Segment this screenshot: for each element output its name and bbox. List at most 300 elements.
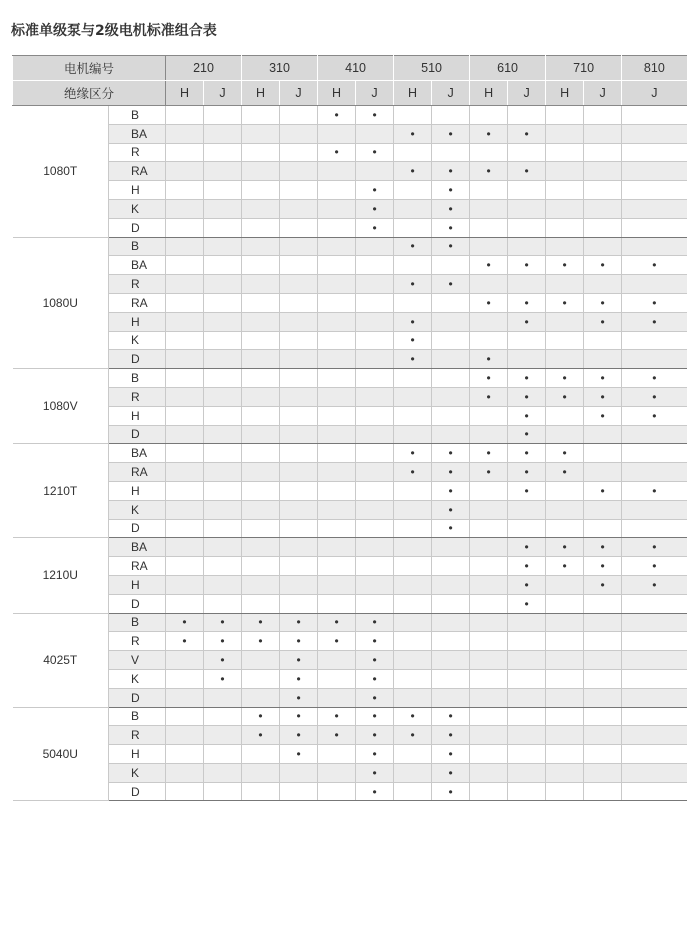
combination-cell xyxy=(204,181,242,200)
combination-cell xyxy=(394,350,432,369)
combination-cell xyxy=(356,613,394,632)
combination-cell xyxy=(242,519,280,538)
table-row xyxy=(13,275,687,294)
combination-cell xyxy=(546,726,584,745)
available-mark: • xyxy=(562,258,567,273)
combination-cell xyxy=(432,763,470,782)
table-row xyxy=(13,256,687,275)
combination-cell xyxy=(356,557,394,576)
combination-cell xyxy=(470,425,508,444)
combination-cell xyxy=(470,538,508,557)
available-mark: • xyxy=(258,634,263,649)
combination-cell xyxy=(356,669,394,688)
combination-cell xyxy=(584,124,622,143)
combination-cell xyxy=(166,256,204,275)
available-mark: • xyxy=(258,709,263,724)
available-mark: • xyxy=(296,615,301,630)
available-mark: • xyxy=(486,258,491,273)
available-mark: • xyxy=(372,690,377,705)
combination-cell xyxy=(204,237,242,256)
combination-cell xyxy=(242,651,280,670)
combination-cell xyxy=(432,481,470,500)
combination-cell xyxy=(394,575,432,594)
combination-cell xyxy=(242,538,280,557)
combination-cell xyxy=(394,669,432,688)
combination-cell xyxy=(318,782,356,801)
available-mark: • xyxy=(334,145,339,160)
available-mark: • xyxy=(220,615,225,630)
insulation-code: V xyxy=(109,651,166,670)
combination-cell xyxy=(394,632,432,651)
combination-cell xyxy=(394,181,432,200)
combination-cell xyxy=(546,651,584,670)
combination-cell xyxy=(584,256,622,275)
table-row xyxy=(13,312,687,331)
combination-cell xyxy=(166,669,204,688)
combination-cell xyxy=(242,237,280,256)
combination-cell xyxy=(166,387,204,406)
combination-cell xyxy=(394,688,432,707)
combination-cell xyxy=(622,632,687,651)
combination-cell xyxy=(318,181,356,200)
combination-cell xyxy=(546,444,584,463)
combination-cell xyxy=(280,519,318,538)
combination-cell xyxy=(470,669,508,688)
combination-cell xyxy=(470,256,508,275)
available-mark: • xyxy=(372,709,377,724)
insulation-code: BA xyxy=(109,256,166,275)
available-mark: • xyxy=(220,653,225,667)
combination-cell xyxy=(242,181,280,200)
available-mark: • xyxy=(652,408,657,423)
combination-cell xyxy=(394,481,432,500)
combination-cell xyxy=(280,106,318,125)
available-mark: • xyxy=(600,483,605,498)
combination-cell xyxy=(584,199,622,218)
combination-cell xyxy=(508,688,546,707)
combination-cell xyxy=(584,538,622,557)
combination-cell xyxy=(508,481,546,500)
subtype-header: H xyxy=(546,81,584,106)
combination-cell xyxy=(508,651,546,670)
combination-cell xyxy=(622,745,687,764)
combination-cell xyxy=(166,745,204,764)
insulation-code: H xyxy=(109,406,166,425)
combination-cell xyxy=(394,162,432,181)
combination-cell xyxy=(622,218,687,237)
combination-cell xyxy=(356,293,394,312)
combination-cell xyxy=(166,350,204,369)
available-mark: • xyxy=(600,559,605,574)
available-mark: • xyxy=(486,295,491,310)
combination-cell xyxy=(546,575,584,594)
table-row xyxy=(13,369,687,388)
available-mark: • xyxy=(524,126,529,141)
combination-cell xyxy=(280,651,318,670)
combination-cell xyxy=(622,293,687,312)
combination-cell xyxy=(280,350,318,369)
available-mark: • xyxy=(182,615,187,630)
combination-cell xyxy=(584,293,622,312)
combination-cell xyxy=(622,199,687,218)
combination-cell xyxy=(432,181,470,200)
combination-cell xyxy=(622,331,687,350)
subtype-header: H xyxy=(166,81,204,106)
combination-cell xyxy=(242,557,280,576)
combination-cell xyxy=(242,481,280,500)
available-mark: • xyxy=(372,615,377,630)
combination-cell xyxy=(318,557,356,576)
table-row xyxy=(13,106,687,125)
combination-cell xyxy=(318,500,356,519)
combination-cell xyxy=(166,293,204,312)
combination-cell xyxy=(318,669,356,688)
available-mark: • xyxy=(372,220,377,235)
available-mark: • xyxy=(448,201,453,216)
combination-cell xyxy=(356,707,394,726)
table-row xyxy=(13,143,687,162)
combination-cell xyxy=(242,124,280,143)
combination-cell xyxy=(432,237,470,256)
combination-cell xyxy=(508,124,546,143)
available-mark: • xyxy=(652,314,657,329)
combination-cell xyxy=(394,406,432,425)
combination-cell xyxy=(432,557,470,576)
combination-cell xyxy=(584,481,622,500)
combination-cell xyxy=(432,707,470,726)
combination-cell xyxy=(508,350,546,369)
combination-cell xyxy=(356,726,394,745)
combination-cell xyxy=(432,688,470,707)
available-mark: • xyxy=(448,765,453,780)
insulation-code: R xyxy=(109,143,166,162)
combination-cell xyxy=(280,162,318,181)
combination-cell xyxy=(546,181,584,200)
available-mark: • xyxy=(524,577,529,592)
combination-cell xyxy=(470,293,508,312)
available-mark: • xyxy=(448,164,453,179)
insulation-code: B xyxy=(109,106,166,125)
motor-code-header: 电机编号 xyxy=(13,56,166,81)
combination-cell xyxy=(470,707,508,726)
combination-cell xyxy=(356,763,394,782)
available-mark: • xyxy=(652,258,657,273)
combination-cell xyxy=(622,707,687,726)
combination-cell xyxy=(470,632,508,651)
combination-cell xyxy=(280,500,318,519)
combination-cell xyxy=(242,463,280,482)
insulation-code: BA xyxy=(109,124,166,143)
combination-cell xyxy=(280,181,318,200)
available-mark: • xyxy=(410,352,415,367)
combination-cell xyxy=(546,557,584,576)
combination-cell xyxy=(356,181,394,200)
combination-cell xyxy=(622,162,687,181)
combination-cell xyxy=(546,218,584,237)
combination-cell xyxy=(508,143,546,162)
combination-cell xyxy=(166,519,204,538)
combination-cell xyxy=(204,669,242,688)
combination-cell xyxy=(508,218,546,237)
combination-cell xyxy=(432,463,470,482)
combination-cell xyxy=(166,106,204,125)
combination-cell xyxy=(356,256,394,275)
combination-cell xyxy=(204,106,242,125)
combination-cell xyxy=(318,688,356,707)
available-mark: • xyxy=(448,483,453,498)
combination-cell xyxy=(242,406,280,425)
available-mark: • xyxy=(334,634,339,649)
combination-cell xyxy=(204,538,242,557)
combination-cell xyxy=(242,763,280,782)
combination-cell xyxy=(318,519,356,538)
combination-cell xyxy=(432,406,470,425)
available-mark: • xyxy=(600,408,605,423)
combination-cell xyxy=(356,651,394,670)
combination-cell xyxy=(166,406,204,425)
combination-cell xyxy=(394,538,432,557)
combination-cell xyxy=(280,763,318,782)
combination-cell xyxy=(280,331,318,350)
combination-cell xyxy=(584,350,622,369)
combination-cell xyxy=(584,406,622,425)
table-body xyxy=(13,106,687,801)
combination-cell xyxy=(394,500,432,519)
combination-cell xyxy=(242,162,280,181)
combination-cell xyxy=(622,763,687,782)
insulation-code: B xyxy=(109,613,166,632)
combination-cell xyxy=(242,500,280,519)
combination-cell xyxy=(166,331,204,350)
table-row xyxy=(13,199,687,218)
combination-cell xyxy=(432,425,470,444)
combination-cell xyxy=(394,463,432,482)
combination-cell xyxy=(584,331,622,350)
combination-cell xyxy=(204,594,242,613)
combination-cell xyxy=(394,143,432,162)
combination-cell xyxy=(622,782,687,801)
combination-cell xyxy=(204,519,242,538)
combination-cell xyxy=(622,124,687,143)
combination-cell xyxy=(166,218,204,237)
combination-cell xyxy=(204,293,242,312)
combination-cell xyxy=(470,124,508,143)
combination-cell xyxy=(356,425,394,444)
combination-cell xyxy=(280,275,318,294)
motor-code: 4025T xyxy=(13,613,109,707)
insulation-code: B xyxy=(109,707,166,726)
size-header: 810 xyxy=(622,56,687,81)
combination-cell xyxy=(470,369,508,388)
combination-cell xyxy=(394,275,432,294)
combination-cell xyxy=(470,688,508,707)
combination-cell xyxy=(394,444,432,463)
combination-cell xyxy=(318,651,356,670)
combination-cell xyxy=(166,425,204,444)
combination-cell xyxy=(166,199,204,218)
combination-cell xyxy=(508,369,546,388)
combination-cell xyxy=(204,387,242,406)
combination-cell xyxy=(356,481,394,500)
combination-cell xyxy=(394,312,432,331)
insulation-code: H xyxy=(109,481,166,500)
combination-cell xyxy=(356,406,394,425)
combination-cell xyxy=(280,218,318,237)
combination-cell xyxy=(242,782,280,801)
combination-cell xyxy=(622,538,687,557)
available-mark: • xyxy=(524,408,529,423)
available-mark: • xyxy=(410,164,415,179)
combination-cell xyxy=(432,444,470,463)
combination-cell xyxy=(508,519,546,538)
available-mark: • xyxy=(410,728,415,743)
insulation-code: K xyxy=(109,500,166,519)
combination-cell xyxy=(622,387,687,406)
combination-cell xyxy=(166,726,204,745)
combination-cell xyxy=(546,275,584,294)
combination-cell xyxy=(546,500,584,519)
combination-cell xyxy=(166,312,204,331)
combination-cell xyxy=(508,538,546,557)
combination-cell xyxy=(356,519,394,538)
available-mark: • xyxy=(486,126,491,141)
available-mark: • xyxy=(562,559,567,574)
combination-cell xyxy=(622,463,687,482)
combination-cell xyxy=(584,688,622,707)
combination-cell xyxy=(508,707,546,726)
table-row xyxy=(13,406,687,425)
combination-cell xyxy=(242,331,280,350)
combination-cell xyxy=(394,369,432,388)
available-mark: • xyxy=(652,559,657,574)
available-mark: • xyxy=(562,446,567,461)
insulation-code: K xyxy=(109,669,166,688)
combination-cell xyxy=(508,406,546,425)
combination-cell xyxy=(356,331,394,350)
table-row xyxy=(13,425,687,444)
available-mark: • xyxy=(410,709,415,724)
table-row xyxy=(13,613,687,632)
combination-cell xyxy=(432,293,470,312)
available-mark: • xyxy=(524,596,529,611)
combination-cell xyxy=(356,218,394,237)
combination-cell xyxy=(508,162,546,181)
combination-cell xyxy=(166,557,204,576)
combination-cell xyxy=(470,387,508,406)
combination-cell xyxy=(622,312,687,331)
combination-cell xyxy=(318,406,356,425)
insulation-code: D xyxy=(109,425,166,444)
combination-cell xyxy=(432,613,470,632)
available-mark: • xyxy=(372,183,377,198)
insulation-code: R xyxy=(109,387,166,406)
available-mark: • xyxy=(372,107,377,122)
combination-cell xyxy=(508,237,546,256)
combination-cell xyxy=(356,594,394,613)
combination-cell xyxy=(470,143,508,162)
combination-cell xyxy=(432,782,470,801)
combination-cell xyxy=(584,425,622,444)
combination-cell xyxy=(584,745,622,764)
combination-cell xyxy=(622,369,687,388)
combination-cell xyxy=(470,275,508,294)
combination-cell xyxy=(318,632,356,651)
combination-cell xyxy=(280,425,318,444)
available-mark: • xyxy=(652,540,657,555)
combination-cell xyxy=(432,745,470,764)
combination-cell xyxy=(546,763,584,782)
combination-cell xyxy=(318,275,356,294)
combination-cell xyxy=(546,256,584,275)
combination-cell xyxy=(432,726,470,745)
combination-cell xyxy=(508,575,546,594)
available-mark: • xyxy=(372,784,377,799)
available-mark: • xyxy=(448,502,453,517)
combination-cell xyxy=(546,369,584,388)
table-row xyxy=(13,293,687,312)
available-mark: • xyxy=(600,258,605,273)
combination-cell xyxy=(204,218,242,237)
motor-code: 1210U xyxy=(13,538,109,613)
combination-cell xyxy=(432,218,470,237)
combination-cell xyxy=(166,124,204,143)
combination-cell xyxy=(242,218,280,237)
combination-cell xyxy=(546,425,584,444)
available-mark: • xyxy=(562,371,567,386)
combination-cell xyxy=(166,162,204,181)
combination-cell xyxy=(204,688,242,707)
combination-cell xyxy=(622,594,687,613)
motor-code: 1080U xyxy=(13,237,109,369)
combination-cell xyxy=(508,256,546,275)
combination-cell xyxy=(394,745,432,764)
motor-code: 1080V xyxy=(13,369,109,444)
combination-cell xyxy=(584,707,622,726)
combination-cell xyxy=(584,369,622,388)
combination-cell xyxy=(546,519,584,538)
combination-cell xyxy=(280,463,318,482)
combination-cell xyxy=(584,763,622,782)
combination-cell xyxy=(204,632,242,651)
insulation-code: B xyxy=(109,237,166,256)
table-row xyxy=(13,387,687,406)
combination-cell xyxy=(242,688,280,707)
combination-cell xyxy=(546,350,584,369)
table-row xyxy=(13,218,687,237)
insulation-code: B xyxy=(109,369,166,388)
combination-cell xyxy=(508,557,546,576)
combination-cell xyxy=(622,256,687,275)
combination-cell xyxy=(318,763,356,782)
combination-cell xyxy=(204,500,242,519)
available-mark: • xyxy=(524,446,529,461)
available-mark: • xyxy=(486,446,491,461)
size-header: 510 xyxy=(394,56,470,81)
combination-cell xyxy=(622,237,687,256)
available-mark: • xyxy=(296,690,301,705)
available-mark: • xyxy=(524,258,529,273)
combination-cell xyxy=(394,763,432,782)
combination-cell xyxy=(394,237,432,256)
combination-cell xyxy=(622,406,687,425)
available-mark: • xyxy=(562,540,567,555)
combination-cell xyxy=(508,106,546,125)
combination-cell xyxy=(204,557,242,576)
combination-cell xyxy=(242,425,280,444)
combination-cell xyxy=(622,726,687,745)
combination-cell xyxy=(280,293,318,312)
combination-cell xyxy=(318,199,356,218)
